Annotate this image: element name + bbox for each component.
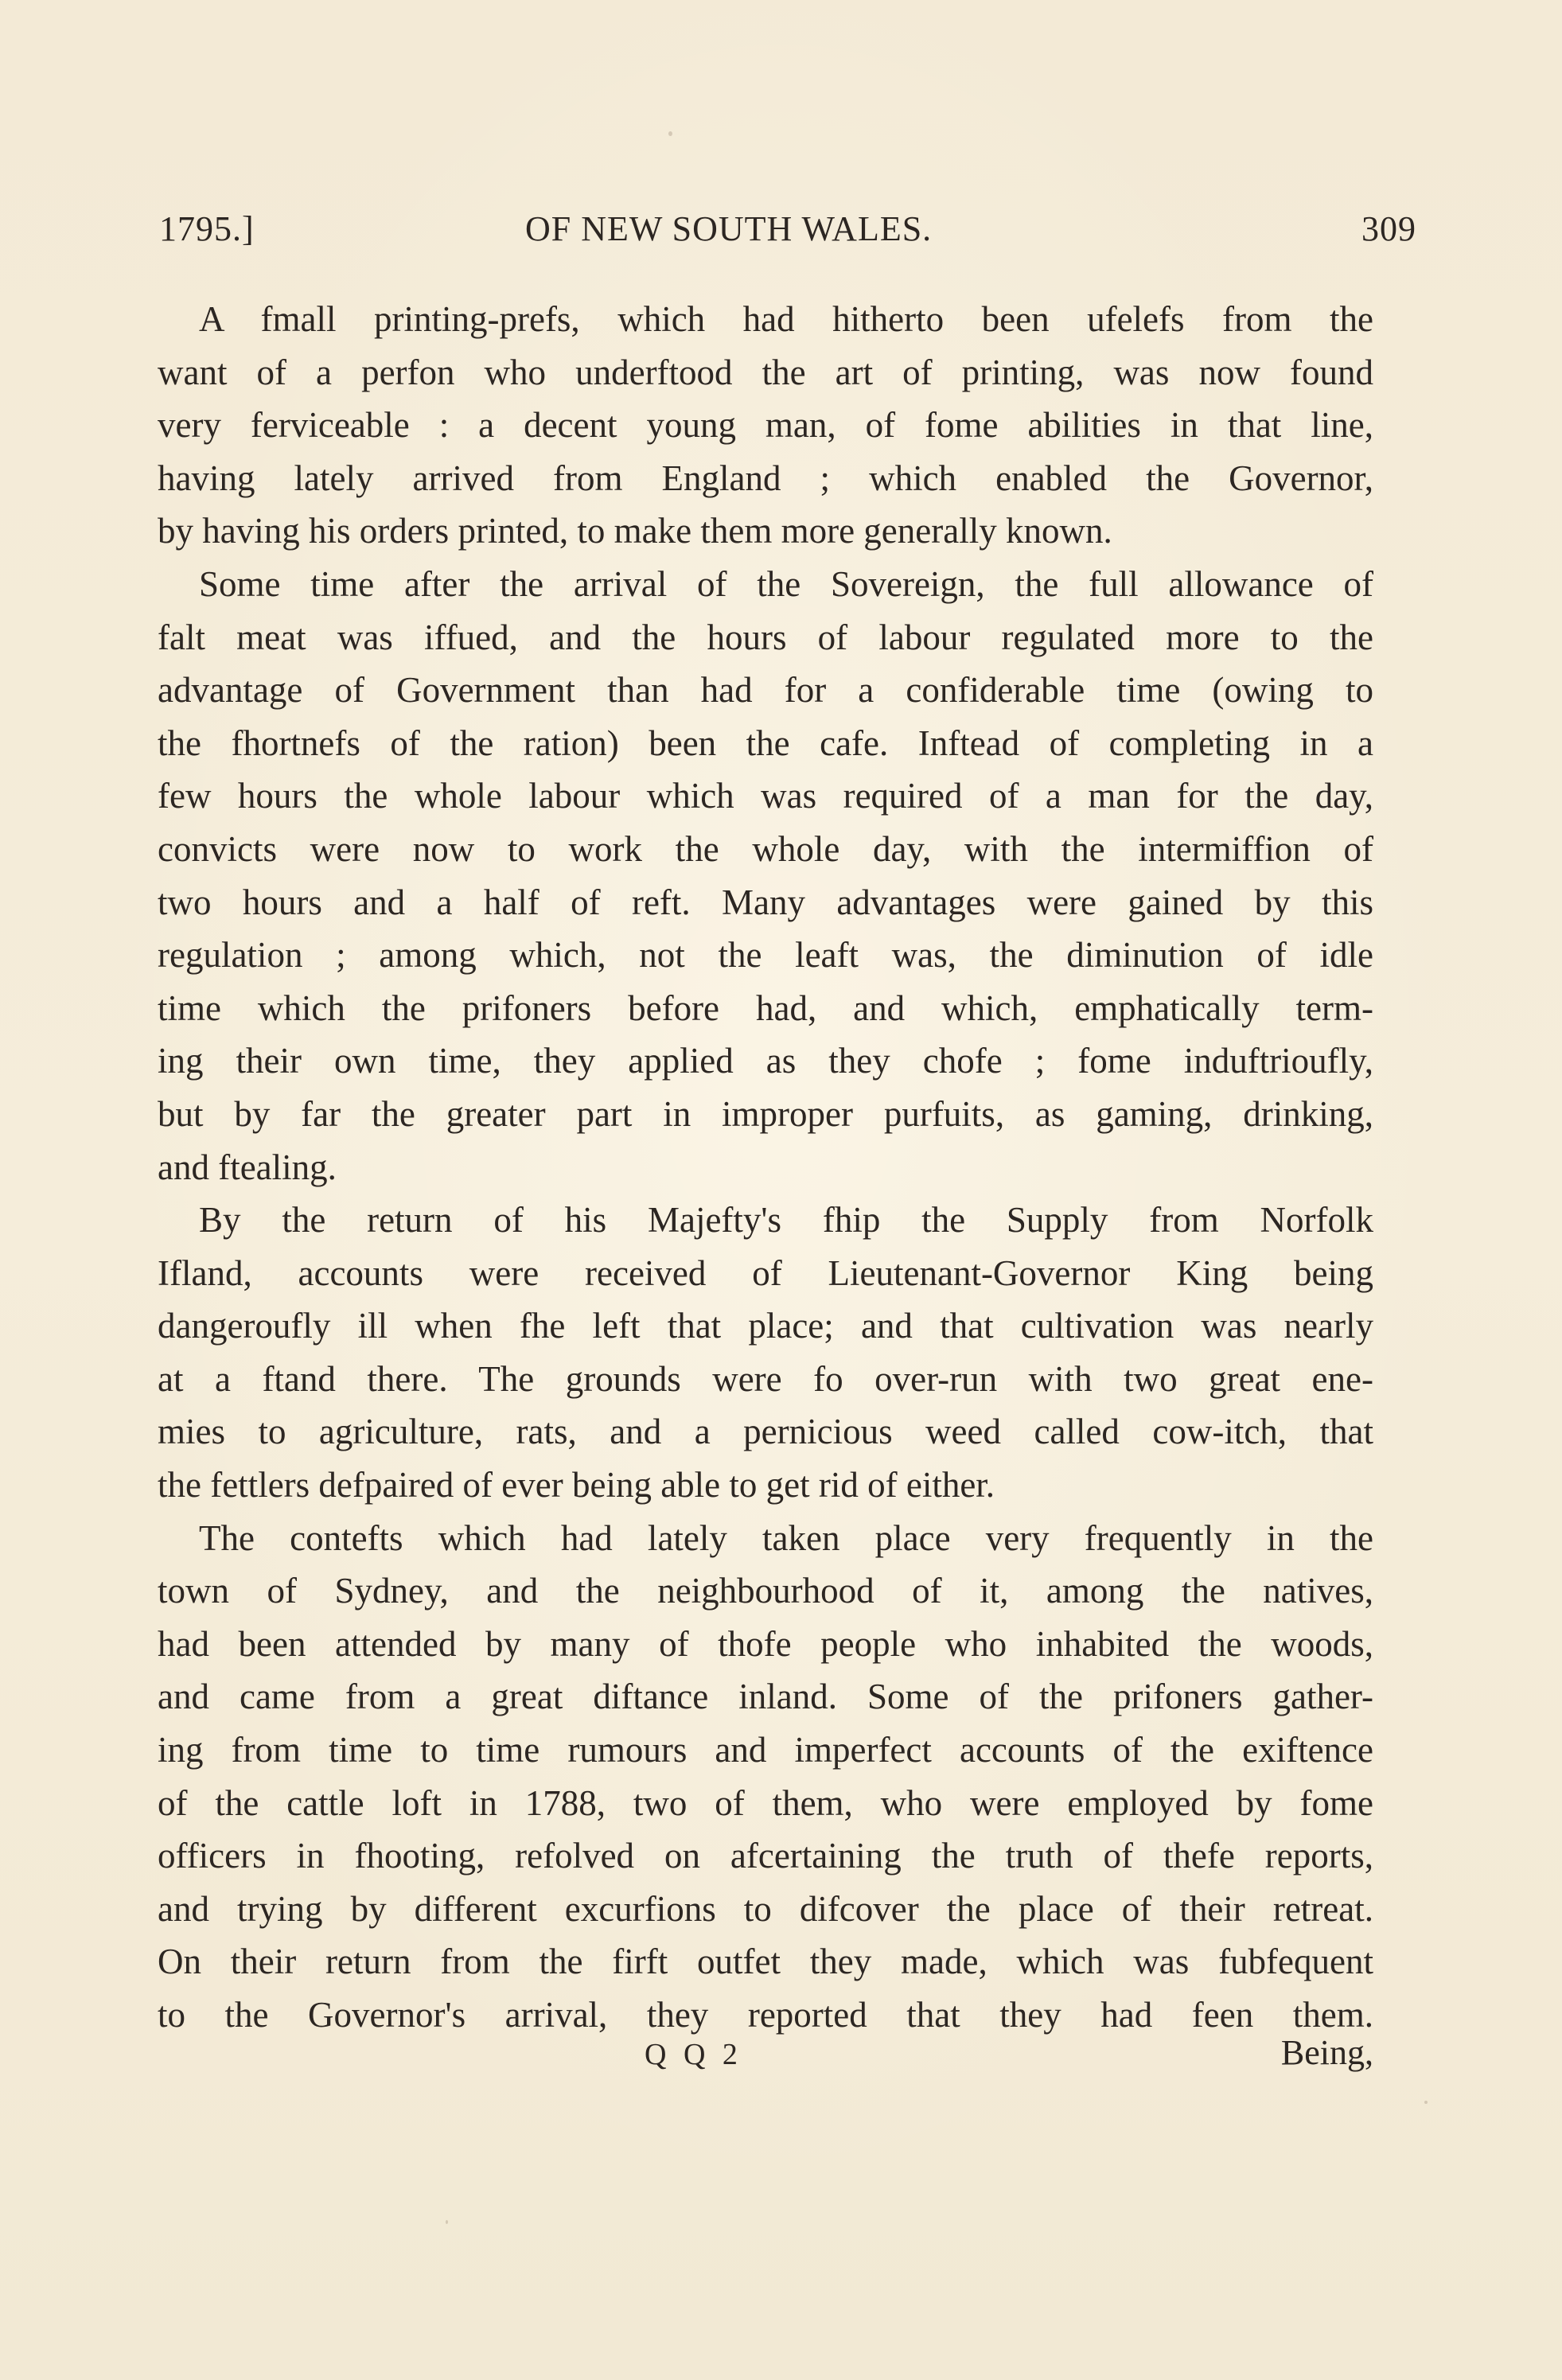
text-line: at a ftand there. The grounds were fo over-run with two great ene-	[158, 1358, 1373, 1399]
text-line: of the cattle loft in 1788, two of them, who were employed by fome	[158, 1782, 1373, 1823]
text-line: but by far the greater part in improper purfuits, as gaming, drinking,	[158, 1093, 1373, 1134]
text-line: advantage of Government than had for a confiderable time (owing to	[158, 670, 1373, 711]
text-line: mies to agriculture, rats, and a pernicious weed called cow-itch, that	[158, 1412, 1373, 1452]
catchword: Being,	[1280, 2033, 1373, 2072]
text-line: to the Governor's arrival, they reported that they had feen them.	[158, 1995, 1373, 2035]
text-line: dangeroufly ill when fhe left that place; and that cultivation was nearly	[158, 1306, 1373, 1346]
text-line: falt meat was iffued, and the hours of labour regulated more to the	[158, 617, 1373, 657]
paper-speck	[668, 131, 672, 136]
text-line: and ftealing.	[158, 1147, 337, 1187]
text-line: want of a perfon who underftood the art of printing, was now found	[158, 352, 1373, 392]
running-head-year: 1795.]	[159, 209, 255, 248]
text-line: By the return of his Majefty's fhip the Supply from Norfolk	[199, 1200, 1373, 1241]
text-line: very ferviceable : a decent young man, of fome abilities in that line,	[158, 405, 1373, 446]
running-head-title: OF NEW SOUTH WALES.	[525, 209, 933, 248]
text-line: A fmall printing-prefs, which had hitherto been ufelefs from the	[199, 299, 1373, 339]
text-line: The contefts which had lately taken place very frequently in the	[199, 1517, 1373, 1558]
text-line: had been attended by many of thofe people who inhabited the woods,	[158, 1623, 1373, 1664]
text-line: officers in fhooting, refolved on afcertaining the truth of thefe reports,	[158, 1836, 1373, 1876]
text-line: by having his orders printed, to make them more generally known.	[158, 511, 1112, 551]
page-number: 309	[1361, 209, 1416, 248]
text-line: town of Sydney, and the neighbourhood of it, among the natives,	[158, 1571, 1373, 1611]
paper-speck	[1424, 2101, 1428, 2104]
text-line: and came from a great diftance inland. Some of the prifoners gather-	[158, 1677, 1373, 1717]
text-line: Some time after the arrival of the Sovereign, the full allowance of	[199, 563, 1373, 604]
text-line: regulation ; among which, not the leaft was, the diminution of idle	[158, 935, 1373, 976]
text-line: ing their own time, they applied as they chofe ; fome induftrioufly,	[158, 1041, 1373, 1081]
text-line: having lately arrived from England ; which enabled the Governor,	[158, 458, 1373, 498]
running-head	[159, 208, 1416, 272]
text-line: convicts were now to work the whole day, with the intermiffion of	[158, 828, 1373, 869]
text-line: two hours and a half of reft. Many advantages were gained by this	[158, 882, 1373, 922]
text-line: time which the prifoners before had, and which, emphatically term-	[158, 987, 1373, 1028]
text-line: On their return from the firft outfet they made, which was fubfequent	[158, 1942, 1373, 1982]
text-line: ing from time to time rumours and imperfect accounts of the exiftence	[158, 1730, 1373, 1770]
page-footer	[158, 2033, 1373, 2085]
text-line: few hours the whole labour which was required of a man for the day,	[158, 776, 1373, 816]
body-text	[158, 293, 1373, 2042]
text-line: the fettlers defpaired of ever being able to get rid of either.	[158, 1465, 995, 1506]
text-line: Ifland, accounts were received of Lieutenant-Governor King being	[158, 1252, 1373, 1293]
text-line: and trying by different excurfions to difcover the place of their retreat.	[158, 1888, 1373, 1929]
text-line: the fhortnefs of the ration) been the cafe. Inftead of completing in a	[158, 723, 1373, 763]
signature-mark: Q Q 2	[645, 2038, 742, 2071]
paper-speck	[446, 2220, 448, 2224]
